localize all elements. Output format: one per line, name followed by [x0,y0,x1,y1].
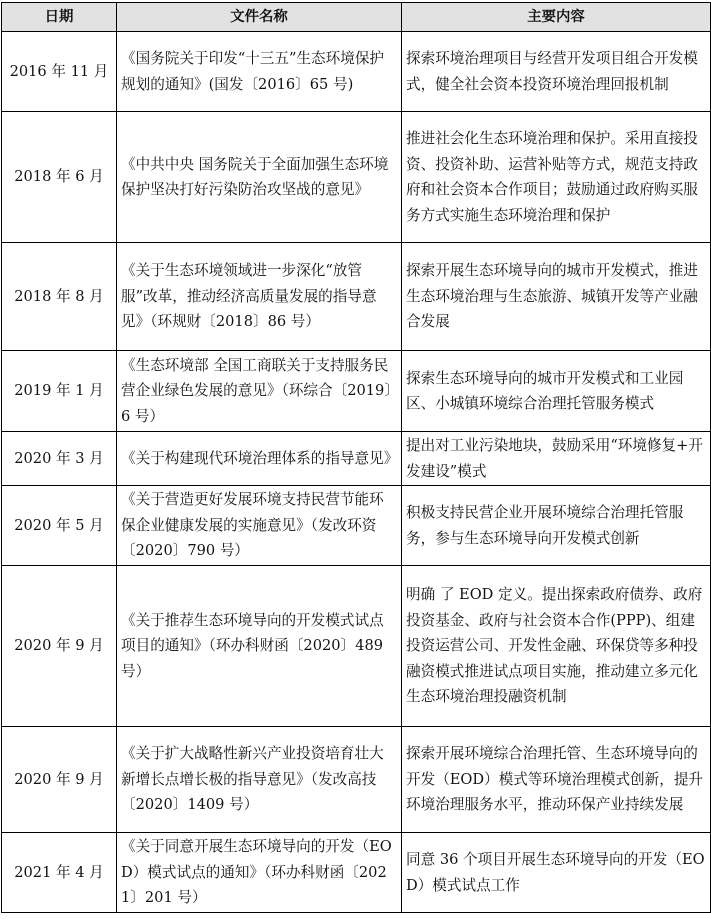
table-row [2,112,711,243]
row-file-name: 《关于生态环境领域进一步深化“放管服”改革，推动经济高质量发展的指导意见》（环规财〔2018〕86 号） [117,243,402,351]
table-row [2,727,711,833]
row-main-content: 探索开展环境综合治理托管、生态环境导向的开发（EOD）模式等环境治理模式创新，提升环境治理服务水平，推动环保产业持续发展 [402,727,711,833]
row-main-content: 同意 36 个项目开展生态环境导向的开发（EOD）模式试点工作 [402,833,711,913]
header-main-content: 主要内容 [402,3,711,32]
row-file-name: 《生态环境部 全国工商联关于支持服务民营企业绿色发展的意见》（环综合〔2019〕6 号） [117,351,402,432]
row-file-name: 《关于扩大战略性新兴产业投资培育壮大新增长点增长极的指导意见》（发改高技〔2020〕1409 号） [117,727,402,833]
table-row [2,32,711,112]
row-main-content: 推进社会化生态环境治理和保护。采用直接投资、投资补助、运营补贴等方式，规范支持政府和社会资本合作项目；鼓励通过政府购买服务方式实施生态环境治理和保护 [402,112,711,243]
row-date: 2018 年 6 月 [2,112,117,243]
table-row [2,566,711,727]
row-file-name: 《关于推荐生态环境导向的开发模式试点项目的通知》（环办科财函〔2020〕489 号） [117,566,402,727]
table-row [2,351,711,432]
table-row [2,833,711,913]
row-date: 2021 年 4 月 [2,833,117,913]
row-date: 2020 年 5 月 [2,486,117,566]
table-row [2,486,711,566]
row-main-content: 明确 了 EOD 定义。提出探索政府债券、政府投资基金、政府与社会资本合作(PPP)、组建投资运营公司、开发性金融、环保贷等多种投融资模式推进试点项目实施，推动建立多元化生态环境治理投融资机制 [402,566,711,727]
row-file-name: 《关于营造更好发展环境支持民营节能环保企业健康发展的实施意见》（发改环资〔2020〕790 号） [117,486,402,566]
row-main-content: 提出对工业污染地块，鼓励采用“环境修复+开发建设”模式 [402,432,711,486]
row-date: 2016 年 11 月 [2,32,117,112]
row-main-content: 探索环境治理项目与经营开发项目组合开发模式，健全社会资本投资环境治理回报机制 [402,32,711,112]
table-header-row [2,3,711,32]
row-file-name: 《中共中央 国务院关于全面加强生态环境保护坚决打好污染防治攻坚战的意见》 [117,112,402,243]
table-row [2,432,711,486]
row-file-name: 《国务院关于印发“十三五”生态环境保护规划的通知》(国发〔2016〕65 号) [117,32,402,112]
header-file-name: 文件名称 [117,3,402,32]
row-main-content: 探索生态环境导向的城市开发模式和工业园区、小城镇环境综合治理托管服务模式 [402,351,711,432]
row-main-content: 积极支持民营企业开展环境综合治理托管服务，参与生态环境导向开发模式创新 [402,486,711,566]
table-row [2,243,711,351]
row-date: 2019 年 1 月 [2,351,117,432]
policy-table [1,2,711,913]
row-date: 2020 年 9 月 [2,566,117,727]
row-file-name: 《关于同意开展生态环境导向的开发（EOD）模式试点的通知》（环办科财函〔2021〕201 号） [117,833,402,913]
row-date: 2020 年 3 月 [2,432,117,486]
row-date: 2018 年 8 月 [2,243,117,351]
row-date: 2020 年 9 月 [2,727,117,833]
row-file-name: 《关于构建现代环境治理体系的指导意见》 [117,432,402,486]
header-date: 日期 [2,3,117,32]
row-main-content: 探索开展生态环境导向的城市开发模式，推进生态环境治理与生态旅游、城镇开发等产业融合发展 [402,243,711,351]
